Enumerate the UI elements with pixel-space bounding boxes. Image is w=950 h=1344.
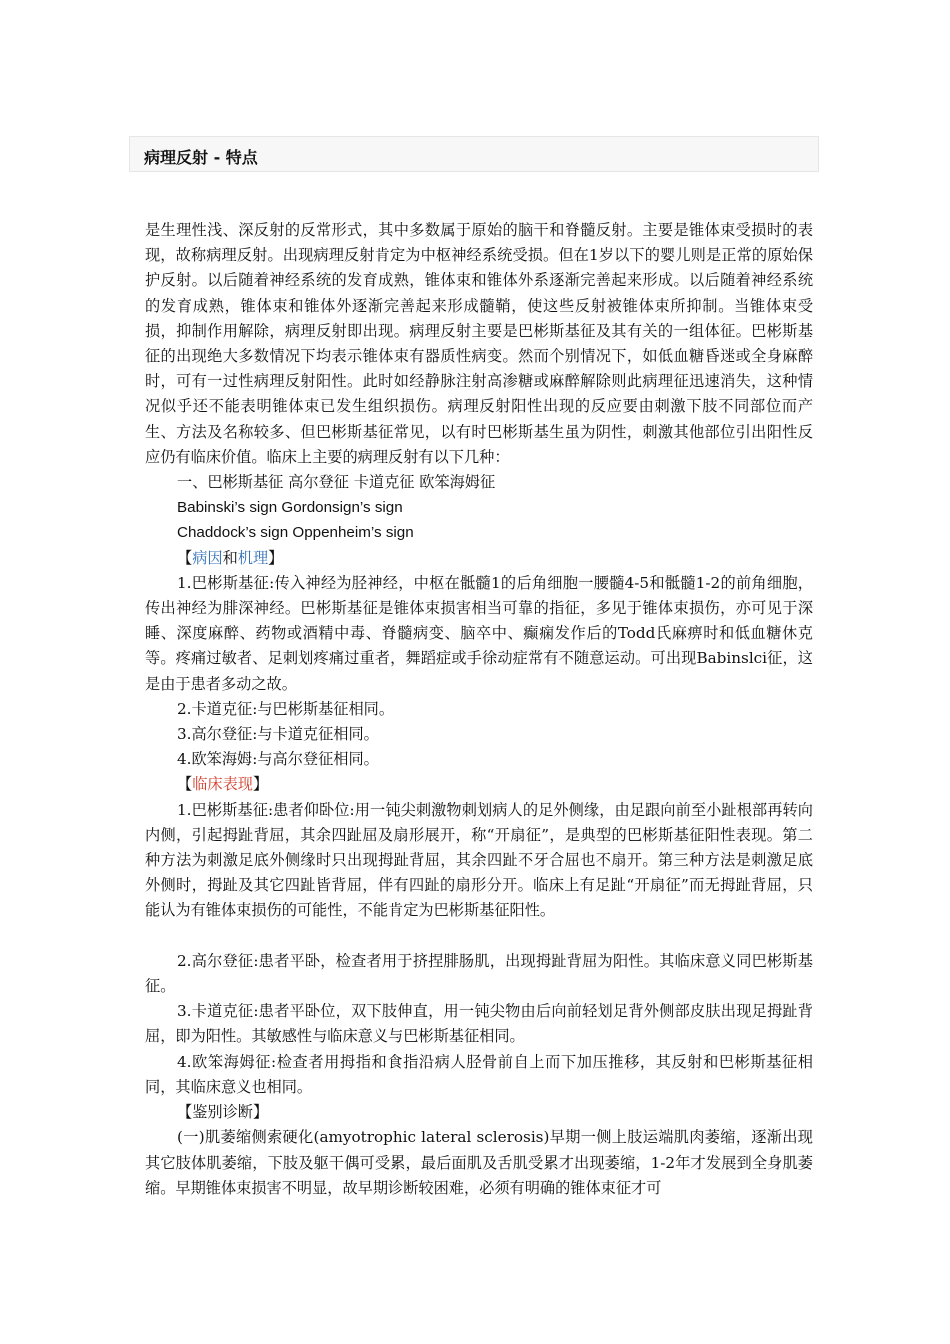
english-sign-names-line2: Chaddock’s sign Oppenheim’s sign (177, 524, 414, 542)
bracket-close: 】 (268, 548, 284, 567)
clinical-item: 2.高尔登征:患者平卧，检查者用于挤捏腓肠肌，出现拇趾背屈为阳性。其临床意义同巴彬斯基征。 (145, 951, 813, 996)
cause-item: 1.巴彬斯基征:传入神经为胫神经，中枢在骶髓1的后角细胞一腰髓4-5和骶髓1-2的前角细胞，传出神经为腓深神经。巴彬斯基征是锥体束损害相当可靠的指征，多见于锥体束损伤，亦可见于深睡、深度麻醉、药物或酒精中毒、脊髓病变、脑卒中、癫痫发作后的Todd氏麻痹时和低血糖休克等。疼痛过敏者、足刺划疼痛过重者，舞蹈症或手徐动症常有不随意运动。可出现Babinslci征，这是由于患者多动之故。 (145, 573, 813, 693)
page-title: 病理反射 - 特点 (144, 148, 258, 167)
cause-link[interactable]: 病因 (192, 548, 223, 567)
clinical-link[interactable]: 临床表现 (192, 775, 253, 794)
cause-heading (145, 546, 813, 571)
differential-heading: 【鉴别诊断】 (177, 1103, 269, 1122)
cause-item: 2.卡道克征:与巴彬斯基征相同。 (177, 699, 395, 718)
conjunction: 和 (222, 548, 238, 567)
section-heading: 一、巴彬斯基征 高尔登征 卡道克征 欧笨海姆征 (177, 473, 496, 492)
cause-item: 3.高尔登征:与卡道克征相同。 (177, 725, 379, 744)
clinical-item: 4.欧笨海姆征:检查者用拇指和食指沿病人胫骨前自上而下加压推移，其反射和巴彬斯基征相同，其临床意义也相同。 (145, 1052, 813, 1096)
bracket-close: 】 (252, 775, 269, 794)
article-body (145, 218, 813, 1201)
bracket-open: 【 (177, 775, 193, 794)
clinical-item: 3.卡道克征:患者平卧位，双下肢伸直，用一钝尖物由后向前轻划足背外侧部皮肤出现足拇趾背屈，即为阳性。其敏感性与临床意义与巴彬斯基征相同。 (145, 1002, 813, 1046)
bracket-open: 【 (177, 548, 193, 567)
cause-item: 4.欧笨海姆:与高尔登征相同。 (177, 750, 379, 769)
mechanism-link[interactable]: 机理 (237, 548, 269, 567)
blank-line (145, 924, 813, 949)
english-sign-names-line1: Babinski’s sign Gordonsign’s sign (177, 499, 403, 517)
clinical-heading (145, 772, 813, 797)
title-bar (129, 136, 819, 172)
clinical-item: 1.巴彬斯基征:患者仰卧位:用一钝尖刺激物刺划病人的足外侧缘，由足跟向前至小趾根部再转向内侧，引起拇趾背屈，其余四趾屈及扇形展开，称“开扇征”，是典型的巴彬斯基征阳性表现。第二种方法为刺激足底外侧缘时只出现拇趾背屈，其余四趾不牙合屈也不扇开。第三种方法是刺激足底外侧时，拇趾及其它四趾皆背屈，伴有四趾的扇形分开。临床上有足趾“开扇征”而无拇趾背屈，只能认为有锥体束损伤的可能性，不能肯定为巴彬斯基征阳性。 (145, 800, 813, 920)
differential-item: (一)肌萎缩侧索硬化(amyotrophic lateral sclerosis)早期一侧上肢运端肌肉萎缩，逐渐出现其它肢体肌萎缩，下肢及躯干偶可受累，最后面肌及舌肌受累才出现萎缩，1-2年才发展到全身肌萎缩。早期锥体束损害不明显，故早期诊断较困难，必须有明确的锥体束征才可 (145, 1128, 813, 1197)
intro-paragraph: 是生理性浅、深反射的反常形式，其中多数属于原始的脑干和脊髓反射。主要是锥体束受损时的表现，故称病理反射。出现病理反射肯定为中枢神经系统受损。但在1岁以下的婴儿则是正常的原始保护反射。以后随着神经系统的发育成熟，锥体束和锥体外系逐渐完善起来形成。以后随着神经系统的发育成熟，锥体束和锥体外逐渐完善起来形成髓鞘，使这些反射被锥体束所抑制。当锥体束受损，抑制作用解除，病理反射即出现。病理反射主要是巴彬斯基征及其有关的一组体征。巴彬斯基征的出现绝大多数情况下均表示锥体束有器质性病变。然而个别情况下，如低血糖昏迷或全身麻醉时，可有一过性病理反射阳性。此时如经静脉注射高渗糖或麻醉解除则此病理征迅速消失，这种情况似乎还不能表明锥体束已发生组织损伤。病理反射阳性出现的反应要由刺激下肢不同部位而产生、方法及名称较多、但巴彬斯基征常见，以有时巴彬斯基生虽为阴性，刺激其他部位引出阳性反应仍有临床价值。临床上主要的病理反射有以下几种： (145, 221, 813, 466)
